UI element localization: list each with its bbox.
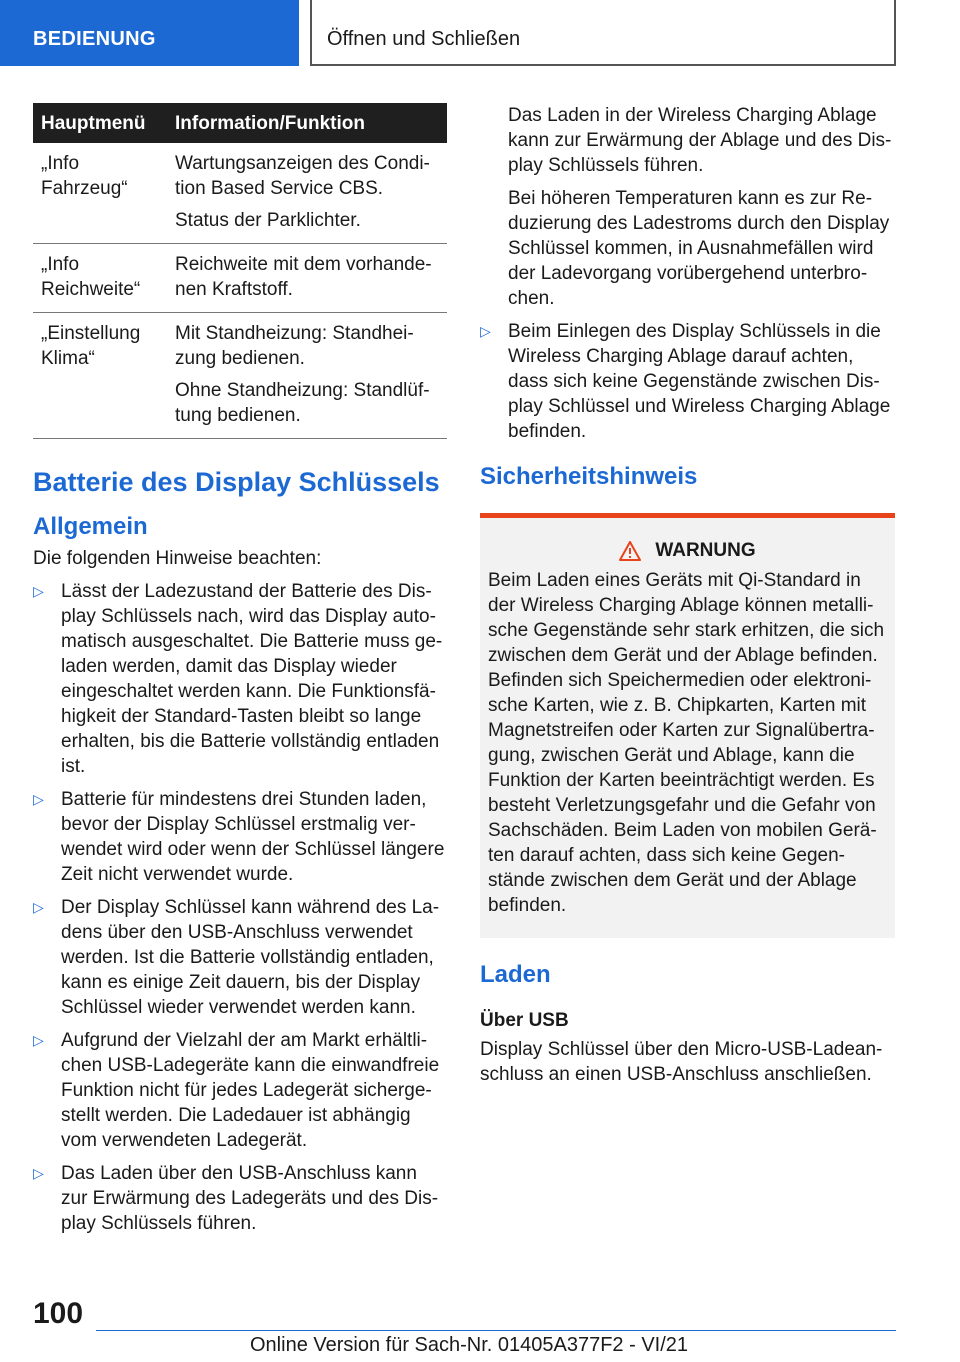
list-item-text: Batterie für mindestens drei Stunden laden, bevor der Display Schlüssel erstmalig ver-wendet wird oder wenn der Schlüssel längere Zeit nicht verwendet wurde.	[61, 789, 445, 885]
warning-box	[480, 513, 895, 938]
safety-title: Sicherheitshinweis	[480, 463, 698, 490]
battery-section-title: Batterie des Display Schlüssels	[33, 467, 440, 497]
warning-text: Beim Laden eines Geräts mit Qi-Standard in der Wireless Charging Ablage können metalli-sche Gegenstände sehr stark erhitzen, die sich zwischen dem Gerät und der Ablage befinden. Befinden sich Speichermedien oder elektroni-sche Karten, wie z. B. Chipkarten, Karten mit Magnetstreifen oder Karten zur Signalübertra-gung, zwischen Gerät und Ablage, kann die Funktion der Karten beeinträchtigt werden. Es besteht Verletzungsgefahr und die Gefahr von Sachschäden. Beim Laden von mobilen Gerä-ten darauf achten, dass sich keine Gegen-stände zwischen dem Gerät und der Ablage befinden.	[488, 570, 885, 916]
table-header-info: Information/Funktion	[167, 103, 447, 143]
table-cell-info	[167, 313, 447, 439]
list-item-text: Beim Einlegen des Display Schlüssels in die Wireless Charging Ablage darauf achten, dass sich keine Gegenstände zwischen Dis-play Schlüssel und Wireless Charging Ablage befinden.	[508, 321, 891, 442]
table-header-menu: Hauptmenü	[33, 103, 167, 143]
info-line: Mit Standheizung: Standhei-zung bedienen.	[175, 323, 414, 369]
usb-subtitle: Über USB	[480, 1010, 569, 1031]
info-line: Wartungsanzeigen des Condi-tion Based Service CBS.	[175, 153, 430, 199]
triangle-bullet-icon: ▷	[33, 583, 44, 599]
list-item	[33, 895, 447, 1020]
footer-version: Online Version für Sach-Nr. 01405A377F2 - VI/21	[250, 1334, 689, 1356]
list-item-text: Lässt der Ladezustand der Batterie des Dis-play Schlüssels nach, wird das Display auto-matisch ausgeschaltet. Die Batterie muss ge-laden werden, damit das Display wieder eingeschaltet werden kann. Die Funktionsfä-higkeit der Standard-Tasten bleibt so lange erhalten, bis die Batterie vollständig entladen ist.	[61, 581, 443, 777]
footer-divider	[96, 1330, 896, 1331]
usb-text: Display Schlüssel über den Micro-USB-Ladean-schluss an einen USB-Anschluss anschließen.	[480, 1039, 883, 1085]
list-item	[33, 579, 447, 779]
header-chapter: Öffnen und Schließen	[310, 0, 896, 66]
table-cell-menu: „Einstellung Klima“	[33, 313, 167, 439]
table-cell-info	[167, 244, 447, 313]
list-item-text: Der Display Schlüssel kann während des La-dens über den USB-Anschluss verwendet werden. Ist die Batterie vollständig entladen, kann es einige Zeit dauern, bis der Display Schlüssel wieder verwendet werden kann.	[61, 897, 440, 1018]
general-subtitle: Allgemein	[33, 513, 148, 540]
right-column	[480, 103, 895, 1095]
triangle-bullet-icon: ▷	[33, 1032, 44, 1048]
list-item	[480, 319, 895, 444]
list-item-text: Aufgrund der Vielzahl der am Markt erhältli-chen USB-Ladegeräte kann die einwandfreie Funktion nicht für jedes Ladegerät sicherge-stellt werden. Die Ladedauer ist abhängig vom verwendeten Ladegerät.	[61, 1030, 440, 1151]
warning-triangle-icon	[619, 541, 641, 561]
charging-title: Laden	[480, 961, 551, 988]
left-column	[33, 103, 447, 1244]
battery-list-continued	[480, 319, 895, 444]
table-row	[33, 143, 447, 244]
triangle-bullet-icon: ▷	[480, 323, 491, 339]
warning-label: WARNUNG	[655, 540, 756, 561]
battery-list	[33, 579, 447, 1236]
intro-text: Die folgenden Hinweise beachten:	[33, 548, 322, 569]
page-number: 100	[33, 1297, 84, 1330]
triangle-bullet-icon: ▷	[33, 899, 44, 915]
info-line: Reichweite mit dem vorhande-nen Kraftstoff.	[175, 254, 432, 300]
table-header-row	[33, 103, 447, 143]
table-row	[33, 313, 447, 439]
list-item	[33, 1161, 447, 1236]
info-line: Ohne Standheizung: Standlüf-tung bedienen.	[175, 380, 430, 426]
table-row	[33, 244, 447, 313]
header-section: BEDIENUNG	[0, 0, 299, 66]
continued-paragraph: Das Laden in der Wireless Charging Ablage kann zur Erwärmung der Ablage und des Dis-play Schlüssels führen.	[508, 105, 892, 176]
list-item-text: Das Laden über den USB-Anschluss kann zur Erwärmung des Ladegeräts und des Dis-play Schlüssels führen.	[61, 1163, 439, 1234]
list-item	[33, 787, 447, 887]
table-cell-menu: „Info Reichweite“	[33, 244, 167, 313]
table-cell-menu: „Info Fahrzeug“	[33, 143, 167, 244]
table-cell-info	[167, 143, 447, 244]
continued-paragraph: Bei höheren Temperaturen kann es zur Re-duzierung des Ladestroms durch den Display Schlüssel kommen, in Ausnahmefällen wird der Ladevorgang vorübergehend unterbro-chen.	[508, 188, 890, 309]
warning-header	[488, 540, 887, 562]
list-item	[33, 1028, 447, 1153]
triangle-bullet-icon: ▷	[33, 1165, 44, 1181]
menu-table	[33, 103, 447, 439]
info-line: Status der Parklichter.	[175, 210, 361, 231]
triangle-bullet-icon: ▷	[33, 791, 44, 807]
